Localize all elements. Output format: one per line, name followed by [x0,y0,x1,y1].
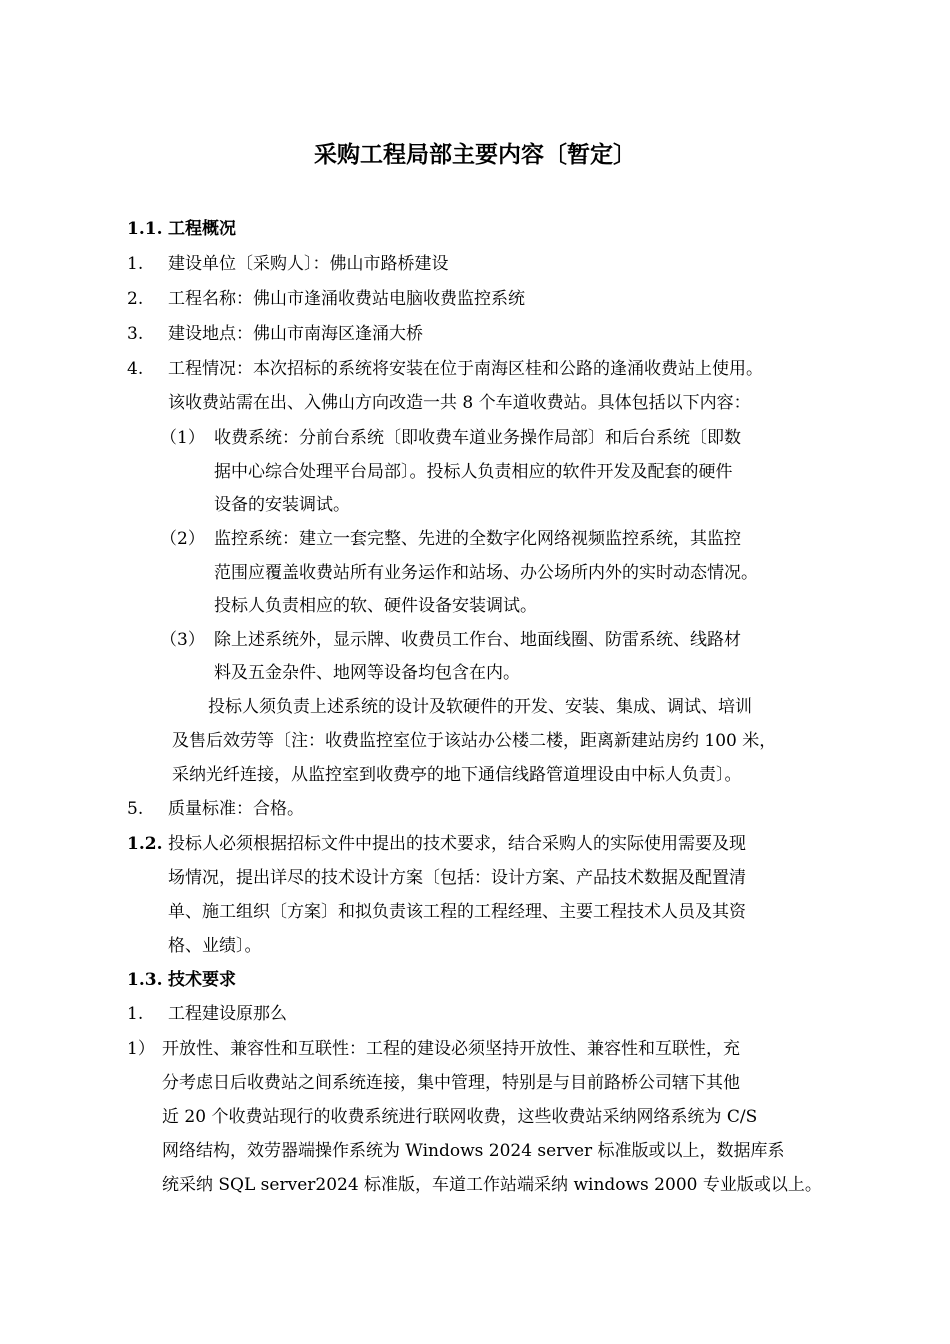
sub-item-text-line: 料及五金杂件、地网等设备均包含在内。 [214,663,520,683]
item-text: 建设单位〔采购人〕：佛山市路桥建设 [168,254,449,274]
sub-item-text-line: 收费系统：分前台系统〔即收费车道业务操作局部〕和后台系统〔即数 [214,428,741,448]
sub-item-text-line: 范围应覆盖收费站所有业务运作和站场、办公场所内外的实时动态情况。 [214,563,758,583]
section-number: 1.3. [127,970,163,990]
item-text: 建设地点：佛山市南海区逢涌大桥 [168,324,423,344]
item-number: 3. [127,324,144,344]
section-number: 1.1. [127,219,163,239]
point-text-line: 分考虑日后收费站之间系统连接，集中管理，特别是与目前路桥公司辖下其他 [162,1073,740,1093]
sub-item-text-line: 监控系统：建立一套完整、先进的全数字化网络视频监控系统，其监控 [214,529,741,549]
section-heading: 工程概况 [168,219,236,239]
point-text-line: 网络结构，效劳器端操作系统为 Windows 2024 server 标准版或以上，数据库系 [162,1141,785,1161]
section-heading: 技术要求 [168,970,236,990]
sub-item-text-line: 设备的安装调试。 [214,495,350,515]
item-number: 5. [127,799,144,819]
item-number: 2. [127,289,144,309]
sub-item-number: （2） [160,529,205,549]
point-number: 1） [127,1039,155,1059]
point-text-line: 开放性、兼容性和互联性：工程的建设必须坚持开放性、兼容性和互联性，充 [162,1039,740,1059]
point-text-line: 近 20 个收费站现行的收费系统进行联网收费，这些收费站采纳网络系统为 C/S [162,1107,758,1127]
item-number: 1. [127,1004,144,1024]
item-text-line: 该收费站需在出、入佛山方向改造一共 8 个车道收费站。具体包括以下内容： [168,393,751,413]
paragraph-line: 及售后效劳等〔注：收费监控室位于该站办公楼二楼，距离新建站房约 100 米， [172,731,777,751]
item-number: 1. [127,254,144,274]
section-text-line: 单、施工组织〔方案〕和拟负责该工程的工程经理、主要工程技术人员及其资 [168,902,746,922]
sub-item-number: （3） [160,630,205,650]
item-number: 4. [127,359,144,379]
item-text-line: 工程情况：本次招标的系统将安装在位于南海区桂和公路的逢涌收费站上使用。 [168,359,763,379]
item-text: 工程名称：佛山市逢涌收费站电脑收费监控系统 [168,289,525,309]
page-title: 采购工程局部主要内容〔暂定〕 [314,141,636,168]
point-text-line: 统采纳 SQL server2024 标准版，车道工作站端采纳 windows 2000 专业版或以上。 [162,1175,822,1195]
section-number: 1.2. [127,834,163,854]
item-text: 工程建设原那么 [168,1004,287,1024]
sub-item-text-line: 据中心综合处理平台局部〕。投标人负责相应的软件开发及配套的硬件 [214,462,733,482]
sub-item-number: （1） [160,428,205,448]
paragraph-line: 投标人须负责上述系统的设计及软硬件的开发、安装、集成、调试、培训 [208,697,752,717]
section-text-line: 投标人必须根据招标文件中提出的技术要求，结合采购人的实际使用需要及现 [168,834,746,854]
paragraph-line: 采纳光纤连接，从监控室到收费亭的地下通信线路管道埋设由中标人负责〕。 [172,765,742,785]
section-text-line: 格、业绩〕。 [168,936,262,956]
section-text-line: 场情况，提出详尽的技术设计方案〔包括：设计方案、产品技术数据及配置清 [168,868,746,888]
item-text: 质量标准：合格。 [168,799,304,819]
sub-item-text-line: 除上述系统外，显示牌、收费员工作台、地面线圈、防雷系统、线路材 [214,630,741,650]
sub-item-text-line: 投标人负责相应的软、硬件设备安装调试。 [214,596,537,616]
